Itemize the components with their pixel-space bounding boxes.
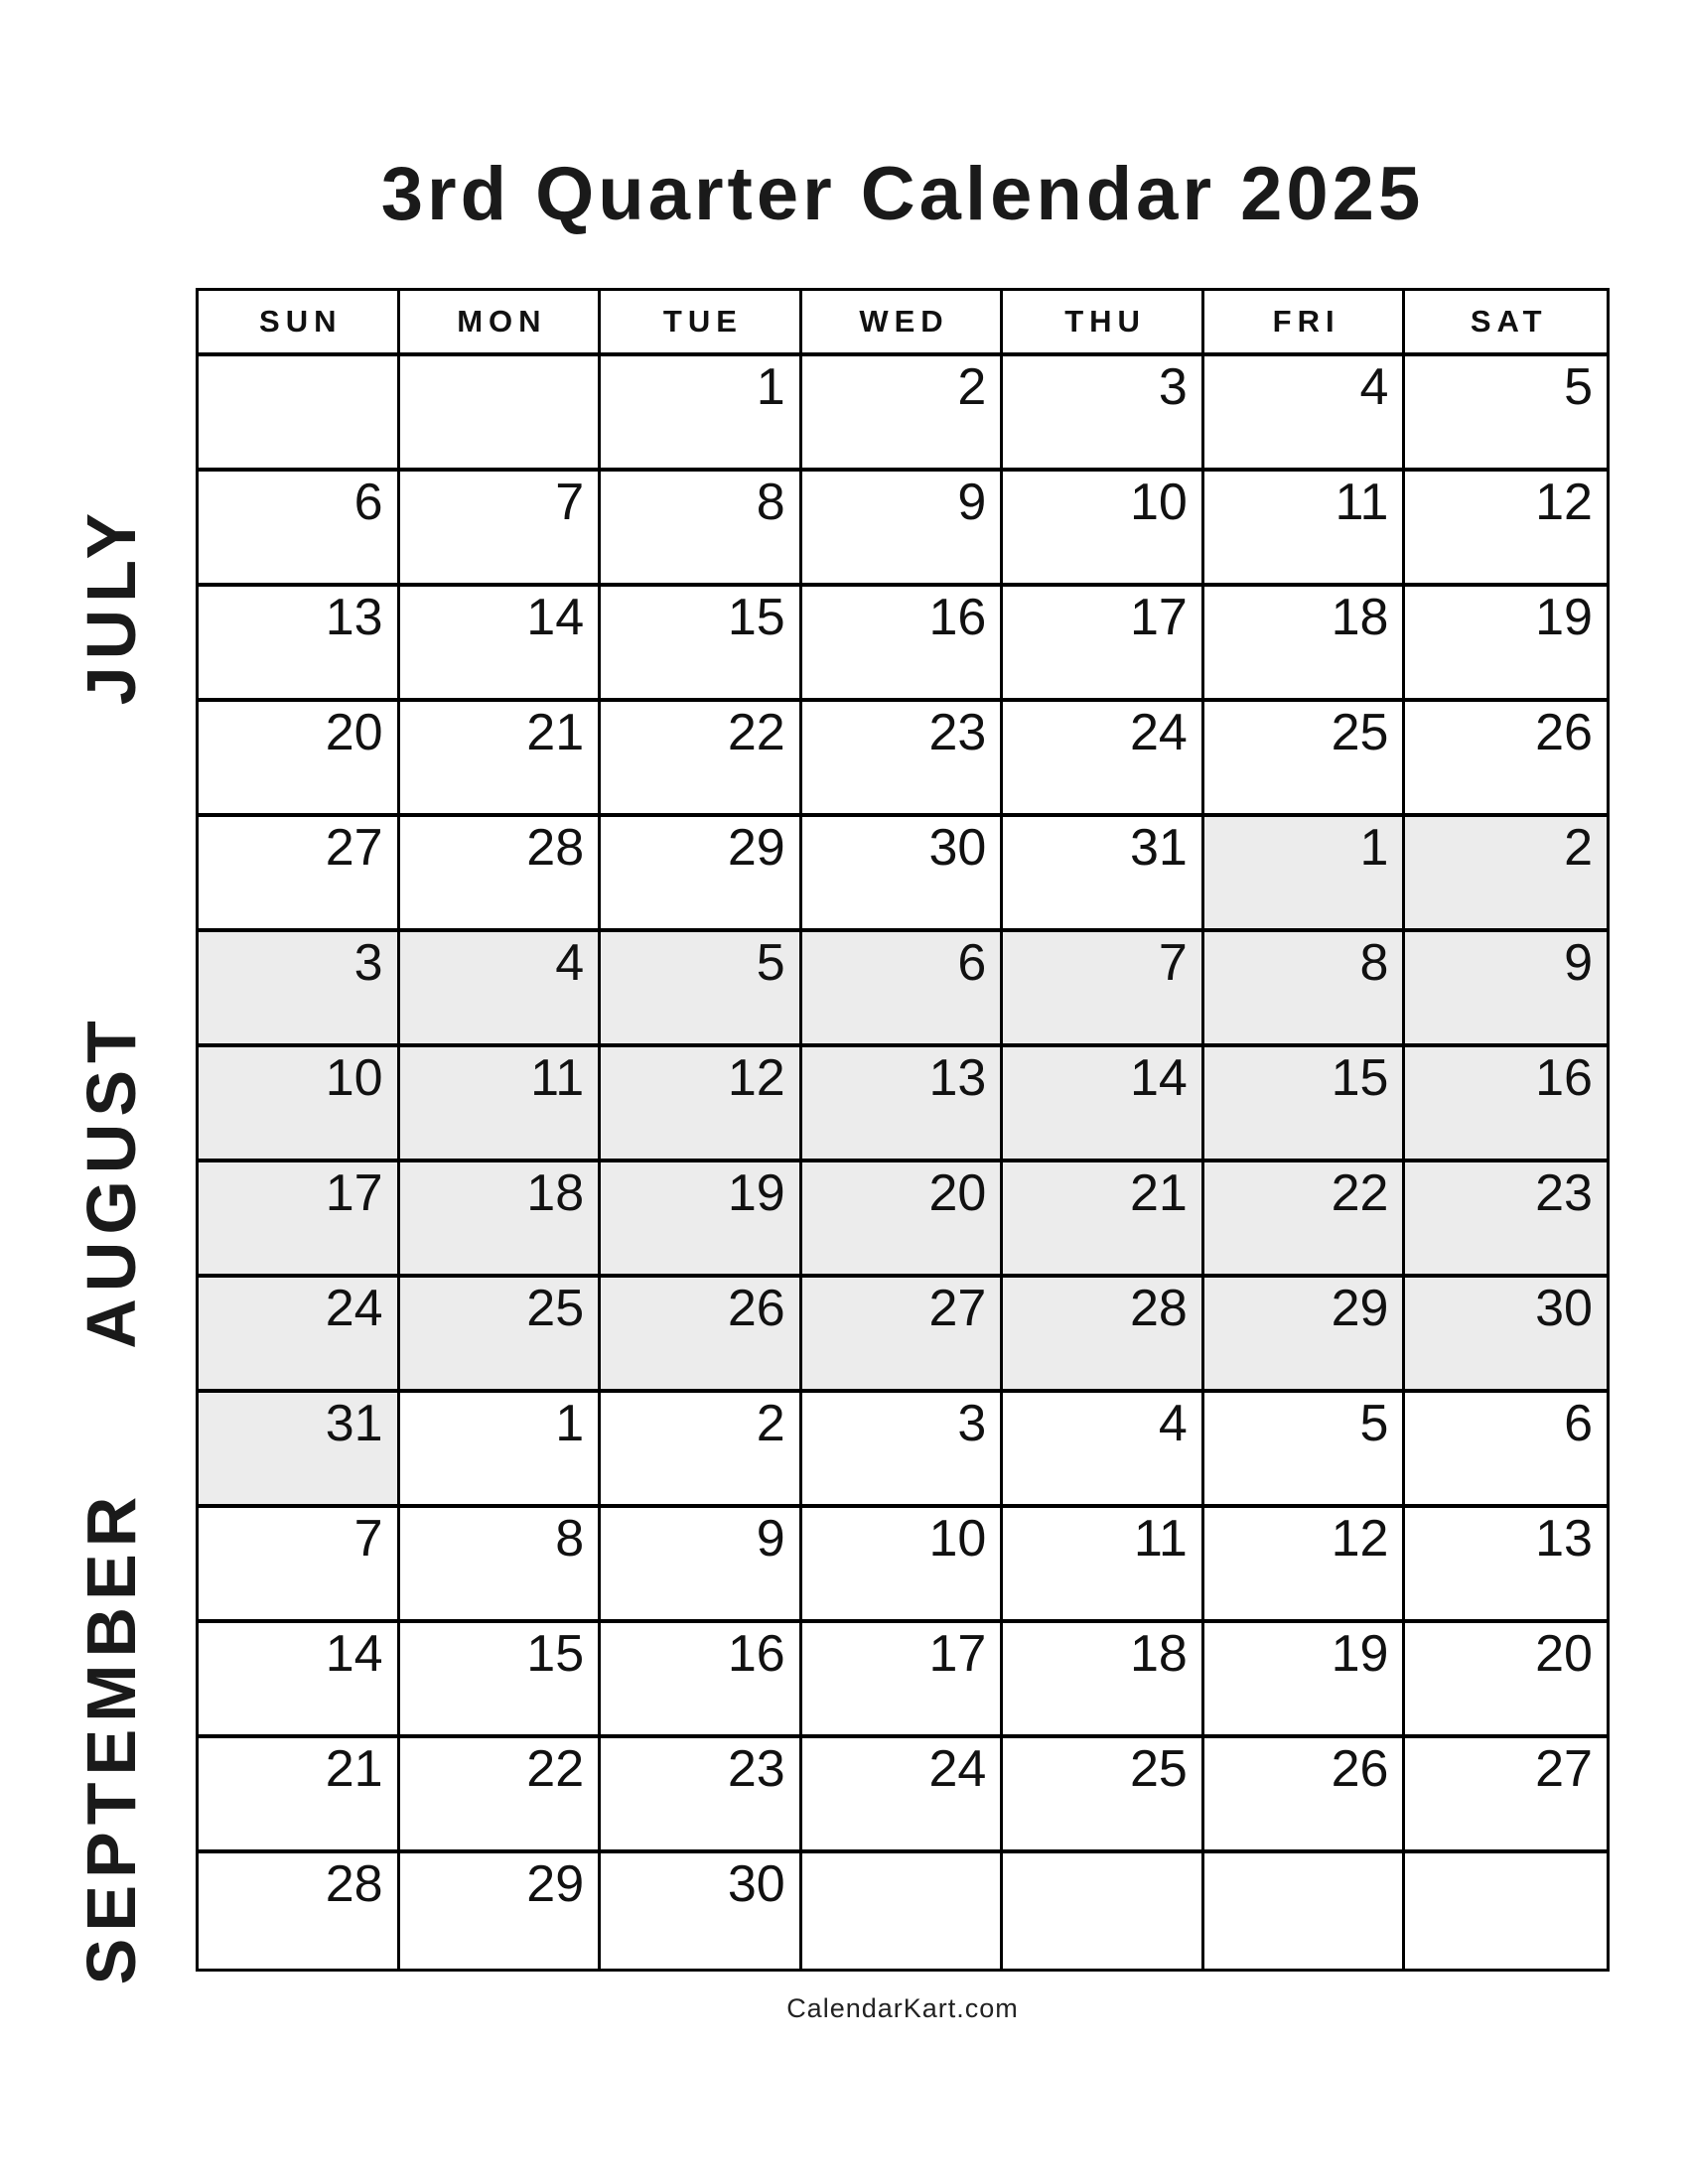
day-number: 9 <box>756 1510 785 1568</box>
day-cell-july-23 <box>802 702 1004 817</box>
day-cell-july-19 <box>1405 587 1607 702</box>
day-cell-september-24 <box>802 1738 1004 1853</box>
day-cell-july-5 <box>1405 356 1607 472</box>
weekday-header-thu: THU <box>1003 291 1204 356</box>
day-cell-july-2 <box>802 356 1004 472</box>
day-number: 31 <box>325 1395 383 1452</box>
day-cell-september-12 <box>1204 1508 1406 1623</box>
day-number: 28 <box>325 1855 383 1913</box>
day-cell-august-26 <box>601 1278 802 1393</box>
day-cell-september-20 <box>1405 1623 1607 1738</box>
weekday-header-fri: FRI <box>1204 291 1406 356</box>
week-row <box>199 932 1607 1047</box>
day-cell-july-15 <box>601 587 802 702</box>
day-number: 15 <box>727 589 785 646</box>
day-cell-august-31 <box>199 1393 400 1508</box>
day-number: 6 <box>353 474 383 531</box>
day-number: 30 <box>928 819 987 877</box>
day-number: 3 <box>353 934 383 992</box>
day-number: 27 <box>325 819 383 877</box>
day-number: 5 <box>1564 358 1593 416</box>
day-number: 24 <box>325 1280 383 1337</box>
day-number: 29 <box>526 1855 585 1913</box>
day-cell-august-11 <box>400 1047 602 1162</box>
day-number: 19 <box>1331 1625 1389 1683</box>
day-number: 26 <box>727 1280 785 1337</box>
day-number: 20 <box>325 704 383 761</box>
week-row <box>199 1853 1607 1969</box>
day-cell-september-21 <box>199 1738 400 1853</box>
day-cell-august-3 <box>199 932 400 1047</box>
day-number: 3 <box>957 1395 987 1452</box>
week-row <box>199 1623 1607 1738</box>
day-number: 25 <box>1130 1740 1188 1798</box>
day-number: 3 <box>1158 358 1188 416</box>
day-cell-july-7 <box>400 472 602 587</box>
day-number: 21 <box>526 704 585 761</box>
day-cell-august-13 <box>802 1047 1004 1162</box>
week-row <box>199 587 1607 702</box>
day-cell-august-22 <box>1204 1162 1406 1278</box>
day-cell-july-4 <box>1204 356 1406 472</box>
day-cell-august-21 <box>1003 1162 1204 1278</box>
day-cell-august-30 <box>1405 1278 1607 1393</box>
day-cell-july-20 <box>199 702 400 817</box>
day-cell-july-30 <box>802 817 1004 932</box>
day-number: 24 <box>1130 704 1188 761</box>
day-cell-july-9 <box>802 472 1004 587</box>
week-row <box>199 472 1607 587</box>
week-row <box>199 356 1607 472</box>
day-cell-july-29 <box>601 817 802 932</box>
day-number: 4 <box>555 934 585 992</box>
day-number: 18 <box>526 1164 585 1222</box>
day-cell-july-3 <box>1003 356 1204 472</box>
day-cell-september-15 <box>400 1623 602 1738</box>
day-cell-august-16 <box>1405 1047 1607 1162</box>
day-number: 23 <box>727 1740 785 1798</box>
day-cell-august-5 <box>601 932 802 1047</box>
day-number: 18 <box>1331 589 1389 646</box>
day-number: 19 <box>1535 589 1593 646</box>
day-number: 7 <box>555 474 585 531</box>
day-number: 30 <box>1535 1280 1593 1337</box>
day-number: 13 <box>1535 1510 1593 1568</box>
day-number: 12 <box>727 1049 785 1107</box>
day-cell-july-16 <box>802 587 1004 702</box>
day-cell-july-21 <box>400 702 602 817</box>
day-cell-august-24 <box>199 1278 400 1393</box>
day-cell-september-18 <box>1003 1623 1204 1738</box>
day-cell-empty <box>1405 1853 1607 1969</box>
weekday-header-wed: WED <box>802 291 1004 356</box>
day-cell-august-17 <box>199 1162 400 1278</box>
day-number: 17 <box>928 1625 987 1683</box>
day-cell-september-1 <box>400 1393 602 1508</box>
weekday-header-mon: MON <box>400 291 602 356</box>
day-cell-september-19 <box>1204 1623 1406 1738</box>
day-cell-september-2 <box>601 1393 802 1508</box>
day-cell-july-25 <box>1204 702 1406 817</box>
day-cell-july-8 <box>601 472 802 587</box>
weekday-header-tue: TUE <box>601 291 802 356</box>
day-number: 2 <box>957 358 987 416</box>
week-row <box>199 1738 1607 1853</box>
day-number: 6 <box>957 934 987 992</box>
day-number: 18 <box>1130 1625 1188 1683</box>
day-number: 20 <box>928 1164 987 1222</box>
day-number: 21 <box>325 1740 383 1798</box>
day-cell-august-15 <box>1204 1047 1406 1162</box>
day-number: 10 <box>928 1510 987 1568</box>
week-row <box>199 702 1607 817</box>
day-cell-july-1 <box>601 356 802 472</box>
day-number: 23 <box>928 704 987 761</box>
day-number: 22 <box>1331 1164 1389 1222</box>
day-number: 28 <box>1130 1280 1188 1337</box>
day-number: 14 <box>325 1625 383 1683</box>
day-number: 12 <box>1331 1510 1389 1568</box>
day-cell-september-5 <box>1204 1393 1406 1508</box>
day-number: 9 <box>957 474 987 531</box>
day-cell-september-9 <box>601 1508 802 1623</box>
day-cell-september-29 <box>400 1853 602 1969</box>
day-number: 8 <box>555 1510 585 1568</box>
day-cell-september-23 <box>601 1738 802 1853</box>
day-cell-september-22 <box>400 1738 602 1853</box>
day-number: 17 <box>1130 589 1188 646</box>
day-number: 26 <box>1535 704 1593 761</box>
day-number: 10 <box>1130 474 1188 531</box>
page-title: 3rd Quarter Calendar 2025 <box>380 152 1425 236</box>
day-number: 1 <box>756 358 785 416</box>
day-cell-july-14 <box>400 587 602 702</box>
day-cell-empty <box>802 1853 1004 1969</box>
day-cell-august-25 <box>400 1278 602 1393</box>
month-label-july: JULY <box>72 505 150 706</box>
day-cell-august-1 <box>1204 817 1406 932</box>
day-cell-september-30 <box>601 1853 802 1969</box>
day-number: 29 <box>1331 1280 1389 1337</box>
day-number: 24 <box>928 1740 987 1798</box>
day-cell-july-28 <box>400 817 602 932</box>
day-number: 11 <box>1335 474 1389 531</box>
day-cell-september-16 <box>601 1623 802 1738</box>
day-cell-september-6 <box>1405 1393 1607 1508</box>
day-cell-august-2 <box>1405 817 1607 932</box>
day-cell-empty <box>400 356 602 472</box>
day-cell-september-14 <box>199 1623 400 1738</box>
day-cell-september-28 <box>199 1853 400 1969</box>
day-number: 29 <box>727 819 785 877</box>
day-number: 22 <box>727 704 785 761</box>
day-number: 7 <box>1158 934 1188 992</box>
week-row <box>199 1162 1607 1278</box>
day-cell-september-17 <box>802 1623 1004 1738</box>
day-cell-july-17 <box>1003 587 1204 702</box>
day-number: 25 <box>1331 704 1389 761</box>
day-number: 15 <box>526 1625 585 1683</box>
day-cell-august-7 <box>1003 932 1204 1047</box>
day-number: 7 <box>353 1510 383 1568</box>
day-cell-august-28 <box>1003 1278 1204 1393</box>
day-cell-september-7 <box>199 1508 400 1623</box>
day-number: 1 <box>555 1395 585 1452</box>
day-number: 27 <box>928 1280 987 1337</box>
day-cell-september-13 <box>1405 1508 1607 1623</box>
day-cell-july-27 <box>199 817 400 932</box>
day-cell-september-3 <box>802 1393 1004 1508</box>
day-number: 30 <box>727 1855 785 1913</box>
day-cell-september-8 <box>400 1508 602 1623</box>
day-number: 11 <box>530 1049 585 1107</box>
day-cell-august-27 <box>802 1278 1004 1393</box>
day-number: 11 <box>1133 1510 1188 1568</box>
day-cell-august-19 <box>601 1162 802 1278</box>
day-cell-september-26 <box>1204 1738 1406 1853</box>
day-number: 17 <box>325 1164 383 1222</box>
day-number: 13 <box>325 589 383 646</box>
weeks-container <box>199 356 1607 1969</box>
week-row <box>199 1278 1607 1393</box>
week-row <box>199 817 1607 932</box>
weekday-header-sat: SAT <box>1405 291 1607 356</box>
day-number: 14 <box>526 589 585 646</box>
day-number: 12 <box>1535 474 1593 531</box>
month-label-september: SEPTEMBER <box>72 1489 150 1985</box>
day-number: 25 <box>526 1280 585 1337</box>
day-number: 4 <box>1158 1395 1188 1452</box>
day-cell-august-10 <box>199 1047 400 1162</box>
day-number: 14 <box>1130 1049 1188 1107</box>
footer-branding: CalendarKart.com <box>786 1993 1019 2023</box>
day-number: 8 <box>756 474 785 531</box>
day-cell-august-6 <box>802 932 1004 1047</box>
day-cell-july-26 <box>1405 702 1607 817</box>
day-number: 9 <box>1564 934 1593 992</box>
week-row <box>199 1047 1607 1162</box>
day-cell-july-31 <box>1003 817 1204 932</box>
day-number: 27 <box>1535 1740 1593 1798</box>
day-number: 21 <box>1130 1164 1188 1222</box>
day-cell-september-25 <box>1003 1738 1204 1853</box>
day-cell-august-18 <box>400 1162 602 1278</box>
day-number: 10 <box>325 1049 383 1107</box>
week-row <box>199 1508 1607 1623</box>
day-number: 4 <box>1359 358 1389 416</box>
day-cell-august-23 <box>1405 1162 1607 1278</box>
day-cell-july-10 <box>1003 472 1204 587</box>
month-label-august: AUGUST <box>72 1014 150 1349</box>
day-number: 5 <box>1359 1395 1389 1452</box>
day-number: 22 <box>526 1740 585 1798</box>
day-cell-august-12 <box>601 1047 802 1162</box>
day-cell-july-12 <box>1405 472 1607 587</box>
day-number: 2 <box>1564 819 1593 877</box>
day-number: 16 <box>1535 1049 1593 1107</box>
day-number: 8 <box>1359 934 1389 992</box>
weekday-header-row <box>199 291 1607 356</box>
day-cell-august-8 <box>1204 932 1406 1047</box>
calendar-grid <box>196 288 1610 1972</box>
day-number: 15 <box>1331 1049 1389 1107</box>
day-cell-september-11 <box>1003 1508 1204 1623</box>
day-cell-september-10 <box>802 1508 1004 1623</box>
day-number: 23 <box>1535 1164 1593 1222</box>
day-cell-august-14 <box>1003 1047 1204 1162</box>
day-cell-september-27 <box>1405 1738 1607 1853</box>
day-cell-july-24 <box>1003 702 1204 817</box>
day-cell-july-13 <box>199 587 400 702</box>
day-cell-august-20 <box>802 1162 1004 1278</box>
day-cell-july-22 <box>601 702 802 817</box>
day-cell-empty <box>1003 1853 1204 1969</box>
day-cell-empty <box>199 356 400 472</box>
day-cell-july-6 <box>199 472 400 587</box>
week-row <box>199 1393 1607 1508</box>
day-number: 26 <box>1331 1740 1389 1798</box>
day-number: 20 <box>1535 1625 1593 1683</box>
day-cell-august-29 <box>1204 1278 1406 1393</box>
day-number: 2 <box>756 1395 785 1452</box>
day-cell-august-9 <box>1405 932 1607 1047</box>
day-number: 28 <box>526 819 585 877</box>
day-number: 16 <box>727 1625 785 1683</box>
day-cell-empty <box>1204 1853 1406 1969</box>
day-cell-september-4 <box>1003 1393 1204 1508</box>
day-number: 6 <box>1564 1395 1593 1452</box>
day-number: 16 <box>928 589 987 646</box>
day-cell-august-4 <box>400 932 602 1047</box>
day-cell-july-18 <box>1204 587 1406 702</box>
day-number: 5 <box>756 934 785 992</box>
weekday-header-sun: SUN <box>199 291 400 356</box>
day-number: 19 <box>727 1164 785 1222</box>
day-number: 1 <box>1359 819 1389 877</box>
day-number: 13 <box>928 1049 987 1107</box>
day-number: 31 <box>1130 819 1188 877</box>
day-cell-july-11 <box>1204 472 1406 587</box>
